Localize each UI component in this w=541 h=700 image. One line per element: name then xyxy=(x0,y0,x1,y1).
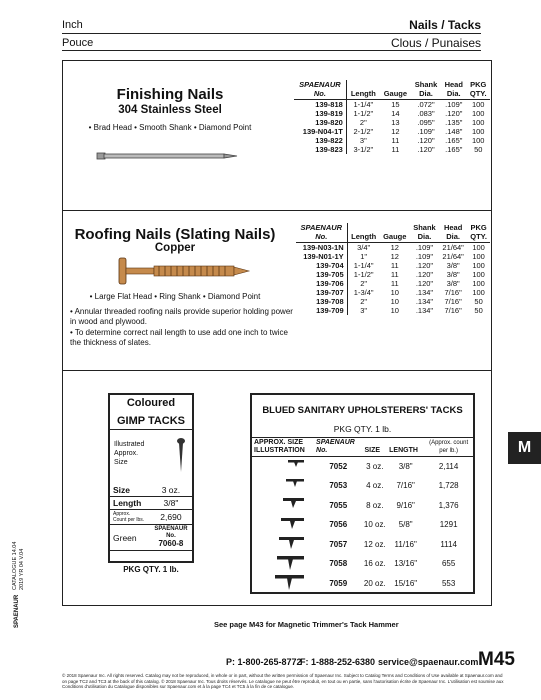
gimp-illus-label-3: Size xyxy=(114,459,128,466)
gimp-length-value: 3/8" xyxy=(150,497,192,510)
table-row: 7055 8 oz. 9/16" 1,376 xyxy=(252,496,473,516)
table-row: 7059 20 oz. 15/16" 553 xyxy=(252,574,473,594)
header-pouce: Pouce xyxy=(62,37,94,49)
tack-image xyxy=(258,458,308,474)
gimp-illus-label-2: Approx. xyxy=(114,450,139,457)
gimp-pkg: PKG QTY. 1 lb. xyxy=(123,565,179,574)
tack-image xyxy=(258,535,308,551)
gimp-count-value: 2,690 xyxy=(150,510,192,525)
table-row: 139-705 1-1/2" 11 .120" 3/8" 100 xyxy=(296,270,490,279)
tack-image xyxy=(258,555,308,571)
table-row: 139-707 1-3/4" 10 .134" 7/16" 100 xyxy=(296,288,490,297)
tack-image xyxy=(258,574,308,590)
finishing-subtitle: 304 Stainless Steel xyxy=(118,104,222,116)
tack-image xyxy=(258,516,308,532)
side-catalogue-info xyxy=(12,530,32,630)
table-row: 139-708 2" 10 .134" 7/16" 50 xyxy=(296,297,490,306)
see-page-note: See page M43 for Magnetic Trimmer's Tack Hammer xyxy=(214,620,399,629)
side-catalogue-text: CATALOGUE 14.04 xyxy=(12,541,18,590)
footer-fax: F: 1-888-252-6380 xyxy=(300,657,376,667)
roofing-features: • Large Flat Head • Ring Shank • Diamond Point xyxy=(89,292,261,301)
finishing-features: • Brad Head • Smooth Shank • Diamond Point xyxy=(88,123,252,132)
gimp-title-1: Coloured xyxy=(126,397,176,409)
roofing-bullet-2: • To determine correct nail length to use add one inch to twice the thickness of slates. xyxy=(70,328,288,347)
blued-pkg: PKG QTY. 1 lb. xyxy=(252,424,473,438)
side-version-text: 2019 YR 04 V.04 xyxy=(19,548,25,590)
table-row: 7057 12 oz. 11/16" 1114 xyxy=(252,535,473,555)
gimp-color: Green xyxy=(110,525,150,551)
page-number: M45 xyxy=(478,649,515,670)
table-row: 139-704 1-1/4" 11 .120" 3/8" 100 xyxy=(296,261,490,270)
header-inch: Inch xyxy=(62,19,83,31)
finishing-nail-image xyxy=(95,148,245,164)
blued-tacks-box: BLUED SANITARY UPHOLSTERERS' TACKS PKG QTY. 1 lb. APPROX. SIZE ILLUSTRATION SPAENAUR No. SIZE LENGTH (Approx. count per lb.) 7052 3 oz. 3/8" 2,114 7053 4 oz. 7/16" 1,728 7055 8 oz. 9/16" 1,376 7056 10 oz. 5/8" 1291 7057 12 oz. 11/16" 1114 7058 16 oz. 13/16" 655 7059 20 oz. 15/16" 553 xyxy=(250,393,475,594)
section-tab-m[interactable]: M xyxy=(508,432,541,464)
table-row: 139-N01-1Y 1" 12 .109" 21/64" 100 xyxy=(296,252,490,261)
table-row: 139-818 1-1/4" 15 .072" .109" 100 xyxy=(294,100,490,110)
footer-email[interactable]: service@spaenaur.com xyxy=(378,657,479,667)
roofing-title: Roofing Nails (Slating Nails) xyxy=(74,226,276,243)
header-title-en: Nails / Tacks xyxy=(409,18,481,32)
table-row: 139-N04-1T 2-1/2" 12 .109" .148" 100 xyxy=(294,127,490,136)
gimp-tack-image xyxy=(176,438,186,474)
side-logo: SPAENAUR xyxy=(14,594,20,628)
copyright-text: © 2018 Spaenaur Inc. All rights reserved. Catalog may not be reproduced, in whole or in part, without the written permission of Spaenaur Inc. Subject to Catalog Terms and Conditions of Use available at Spaenaur.com and on page TC2 and TC3 at the back of this catalog. © 2018 Spaenaur Inc. Tous droits réservés. Le catalogue ne peut être reproduit, en tout ou en partie, sans l'autorisation écrite de Spaenaur Inc. L'utilisation est soumise aux Conditions d'utilisation du Catalogue disponibles sur Spaenaur.com et à la page TC4 et TC5 à la fin de ce catalogue. xyxy=(62,673,504,689)
table-row: 7058 16 oz. 13/16" 655 xyxy=(252,554,473,574)
gimp-tacks-box: Coloured GIMP TACKS Illustrated Approx. Size Size 3 oz. Length 3/8" Approx. Count per lbs. 2,690 Green SPAENAUR No. 7060-8 xyxy=(108,393,194,563)
table-row: 139-N03-1N 3/4" 12 .109" 21/64" 100 xyxy=(296,243,490,253)
roofing-spec-table: SPAENAUR No. Length Gauge Shank Dia. Head Dia. PKG QTY. 139-N03-1N 3/4" 12 .109" 21/64" 100 139-N01-1Y 1" 12 .109" 21/64" 100 139-704 1-1/4" 11 .120" 3/8" 100 139-705 1-1/2" 11 .120" 3/8" 100 139-706 2" 11 .120" 3/8" 100 139-707 1-3/4" 10 .134" 7/16" 100 139-708 2" 10 .134" 7/16" 50 139-709 3" 10 .134" 7/16" 50 xyxy=(296,223,490,315)
tack-image xyxy=(258,496,308,512)
blued-title: BLUED SANITARY UPHOLSTERERS' TACKS xyxy=(262,405,463,416)
table-row: 7052 3 oz. 3/8" 2,114 xyxy=(252,457,473,477)
gimp-title-2: GIMP TACKS xyxy=(110,415,192,430)
gimp-part-number: 7060-8 xyxy=(158,539,184,548)
roofing-subtitle: Copper xyxy=(154,242,196,254)
table-row: 7053 4 oz. 7/16" 1,728 xyxy=(252,476,473,496)
gimp-length-label: Length xyxy=(110,497,150,510)
gimp-size-value: 3 oz. xyxy=(150,484,192,497)
table-row: 139-709 3" 10 .134" 7/16" 50 xyxy=(296,306,490,315)
tack-image xyxy=(258,477,308,493)
roofing-bullet-1: • Annular threaded roofing nails provide superior holding power in wood and plywood. xyxy=(70,307,293,326)
table-row: 7056 10 oz. 5/8" 1291 xyxy=(252,515,473,535)
gimp-size-label: Size xyxy=(110,484,150,497)
table-row: 139-819 1-1/2" 14 .083" .120" 100 xyxy=(294,109,490,118)
gimp-illus-label-1: Illustrated xyxy=(114,441,145,448)
finishing-title: Finishing Nails xyxy=(116,86,224,103)
table-row: 139-706 2" 11 .120" 3/8" 100 xyxy=(296,279,490,288)
header-title-fr: Clous / Punaises xyxy=(390,36,481,50)
roofing-nail-image xyxy=(115,256,265,286)
table-row: 139-823 3-1/2" 11 .120" .165" 50 xyxy=(294,145,490,154)
table-row: 139-820 2" 13 .095" .135" 100 xyxy=(294,118,490,127)
finishing-spec-table: SPAENAUR No. Length Gauge Shank Dia. Head Dia. PKG QTY. 139-818 1-1/4" 15 .072" .109" 100 139-819 1-1/2" 14 .083" .120" 100 139-820 2" 13 .095" .135" 100 139-N04-1T 2-1/2" 12 .109" .148" 100 139-822 3" 11 .120" .165" 100 139-823 3-1/2" 11 .120" .165" 50 xyxy=(294,80,490,154)
footer-phone: P: 1-800-265-8772 xyxy=(226,657,302,667)
table-row: 139-822 3" 11 .120" .165" 100 xyxy=(294,136,490,145)
